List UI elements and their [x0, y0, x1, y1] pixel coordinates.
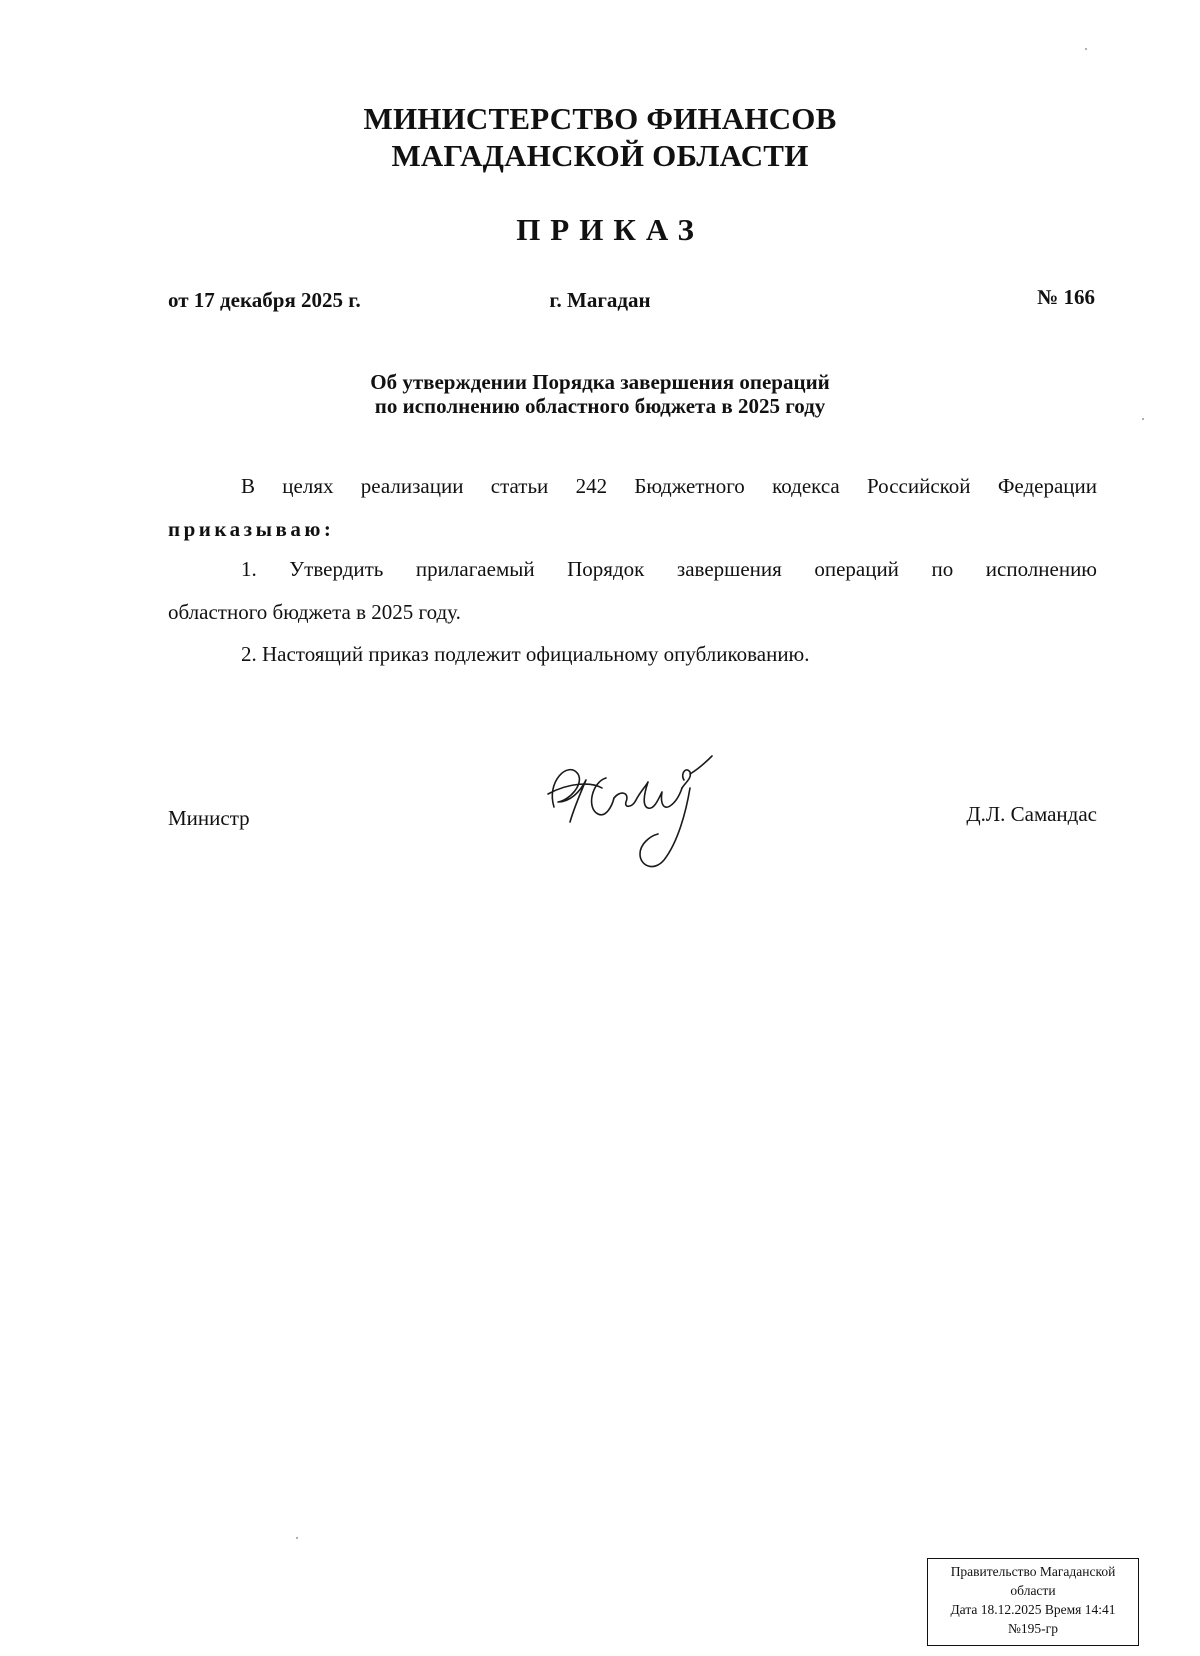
signer-name: Д.Л. Самандас [966, 802, 1097, 826]
scan-speck [1142, 418, 1144, 420]
scan-speck [296, 1537, 298, 1539]
order-item-2: 2. Настоящий приказ подлежит официальному опубликованию. [241, 642, 810, 666]
decree-word-text: приказываю [168, 517, 324, 541]
order-date: от 17 декабря 2025 г. [168, 288, 361, 312]
stamp-line-organization: Правительство Магаданской [950, 1564, 1116, 1579]
stamp-line-number: №195-гр [1008, 1621, 1058, 1636]
order-subject-line1: Об утверждении Порядка завершения операций [370, 370, 830, 394]
order-item-1-line1: 1. Утвердить прилагаемый Порядок завершения операций по исполнению [241, 557, 1097, 581]
handwritten-signature [540, 752, 730, 872]
order-item-1-line2: областного бюджета в 2025 году. [168, 600, 461, 624]
stamp-line-datetime: Дата 18.12.2025 Время 14:41 [950, 1602, 1116, 1617]
order-subject-line2: по исполнению областного бюджета в 2025 году [374, 394, 826, 418]
document-type-title: ПРИКАЗ [516, 212, 704, 247]
order-city: г. Магадан [549, 288, 651, 312]
stamp-line-region: области [1010, 1583, 1056, 1598]
order-number: № 166 [1037, 285, 1095, 309]
ministry-name-line2: МАГАДАНСКОЙ ОБЛАСТИ [391, 138, 809, 173]
intro-paragraph: В целях реализации статьи 242 Бюджетного кодекса Российской Федерации [241, 474, 1097, 498]
decree-colon: : [323, 517, 331, 541]
registration-stamp [927, 1558, 1139, 1646]
signer-title: Министр [168, 806, 250, 830]
decree-word [168, 515, 331, 543]
ministry-name-line1: МИНИСТЕРСТВО ФИНАНСОВ [363, 101, 837, 136]
scan-speck [1085, 48, 1087, 50]
